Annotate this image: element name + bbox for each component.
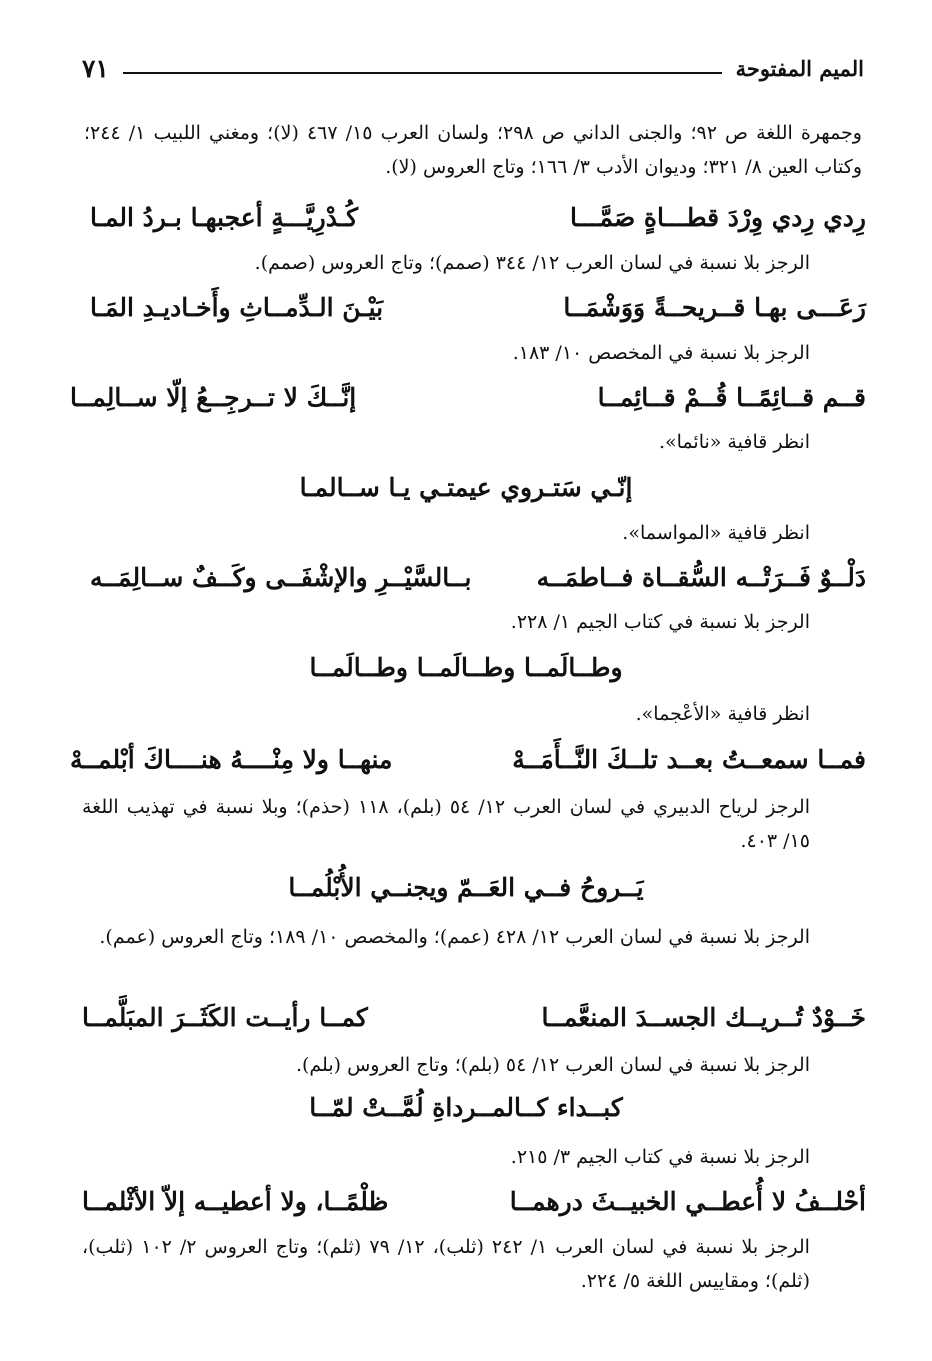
page-header [82,46,864,90]
second-hemistich: ظلْمًــا، ولا أعطيــه إلاّ الأثْلمــا [82,1187,389,1216]
second-hemistich: بَيْـنَ الـدِّمــاثِ وأَخـاديـدِ المَـا [90,293,384,322]
source-note: انظر قافية «نائما». [658,431,810,453]
verse-line [70,740,866,780]
header-rule [123,72,722,74]
reference-paragraph: وجمهرة اللغة ص ٩٢؛ والجنى الداني ص ٢٩٨؛ ولسان العرب ١٥/ ٤٦٧ (لا)؛ ومغني اللبيب ١/ ٢٤٤؛ وكتاب العين ٨/ ٣٢١؛ وديوان الأدب ٣/ ١٦٦؛ وتاج العروس (لا). [84,122,862,178]
source-note: انظر قافية «الأعْجما». [635,703,810,725]
second-hemistich: بــالسَّيْــرِ والإشْفَــى وكَــفٌ ســالِمَــه [90,563,472,592]
source-note: الرجز بلا نسبة في كتاب الجيم ٣/ ٢١٥. [510,1146,810,1168]
first-hemistich: خَــوْدٌ تُــريــك الجســدَ المنعَّمــا [541,1003,866,1032]
verse-line [90,558,866,598]
second-hemistich: كمــا رأيــت الكَثَــرَ المبَلَّمــا [82,1003,368,1032]
second-hemistich: إنَّــكَ لا تــرجِــعُ إلّا ســالِمــا [70,383,357,412]
source-note: الرجز بلا نسبة في لسان العرب ١٢/ ٣٤٤ (صمم)؛ وتاج العروس (صمم). [254,252,810,274]
first-hemistich: رَعَـــى بهـا قــريحــةً وَوَشْمَــا [563,293,866,322]
second-hemistich: كُـدْرِيَّـــةٍ أعجبهـا بـردُ المـا [90,203,359,232]
verse-single-line: كبــداء كــالمــرداةِ لُمَّــتْ لمّــا [309,1093,623,1122]
source-paragraph: الرجز بلا نسبة في لسان العرب ١٢/ ٤٢٨ (عمم)؛ والمخصص ١٠/ ١٨٩؛ وتاج العروس (عمم). [99,926,810,948]
source-note: الرجز بلا نسبة في لسان العرب ١٢/ ٥٤ (بلم)؛ وتاج العروس (بلم). [295,1054,810,1076]
verse-single-line: إنّـي سَتـروي عيمتـي يـا ســالمـا [299,473,633,502]
second-hemistich: منهــا ولا مِنْــــهُ هنــــاكَ أبْلمــهْ [70,745,393,774]
source-paragraph: الرجز بلا نسبة في لسان العرب ١/ ٢٤٢ (ثلب)، ١٢/ ٧٩ (ثلم)؛ وتاج العروس ٢/ ١٠٢ (ثلب)، (ثلم)؛ ومقاييس اللغة ٥/ ٢٢٤. [82,1236,810,1292]
verse-line [90,198,866,238]
first-hemistich: قــم قــائِمًــا قُــمْ قــائِمــا [597,383,866,412]
verse-single-line: وطــالَمــا وطــالَمــا وطــالَمــا [309,653,623,682]
source-note: انظر قافية «المواسما». [622,522,810,544]
first-hemistich: رِدي رِدي وِرْدَ قطـــاةٍ صَمَّـــا [569,203,866,232]
page-number: ٧١ [82,53,109,83]
running-title: الميم المفتوحة [735,55,864,81]
first-hemistich: فمــا سمعــتُ بعــد تلــكَ النَّــأَمَــهْ [512,745,866,774]
verse-line [82,998,866,1038]
source-note: الرجز بلا نسبة في المخصص ١٠/ ١٨٣. [512,342,810,364]
verse-single-line: يَــروحُ فــي العَــمّ ويجنــي الأُبْلُمــا [288,873,644,902]
source-note: الرجز بلا نسبة في كتاب الجيم ١/ ٢٢٨. [510,611,810,633]
first-hemistich: أحْلــفُ لا أُعطــي الخبيــثَ درهمــا [509,1187,866,1216]
verse-line [90,288,866,328]
first-hemistich: دَلْــوٌ فَــرَتْــه السُّقــاة فــاطمَــه [536,563,866,592]
source-paragraph: الرجز لرياح الدبيري في لسان العرب ١٢/ ٥٤ (بلم)، ١١٨ (حذم)؛ وبلا نسبة في تهذيب اللغة ١٥/ ٤٠٣. [82,796,810,852]
verse-line [82,1182,866,1222]
verse-line [70,378,866,418]
